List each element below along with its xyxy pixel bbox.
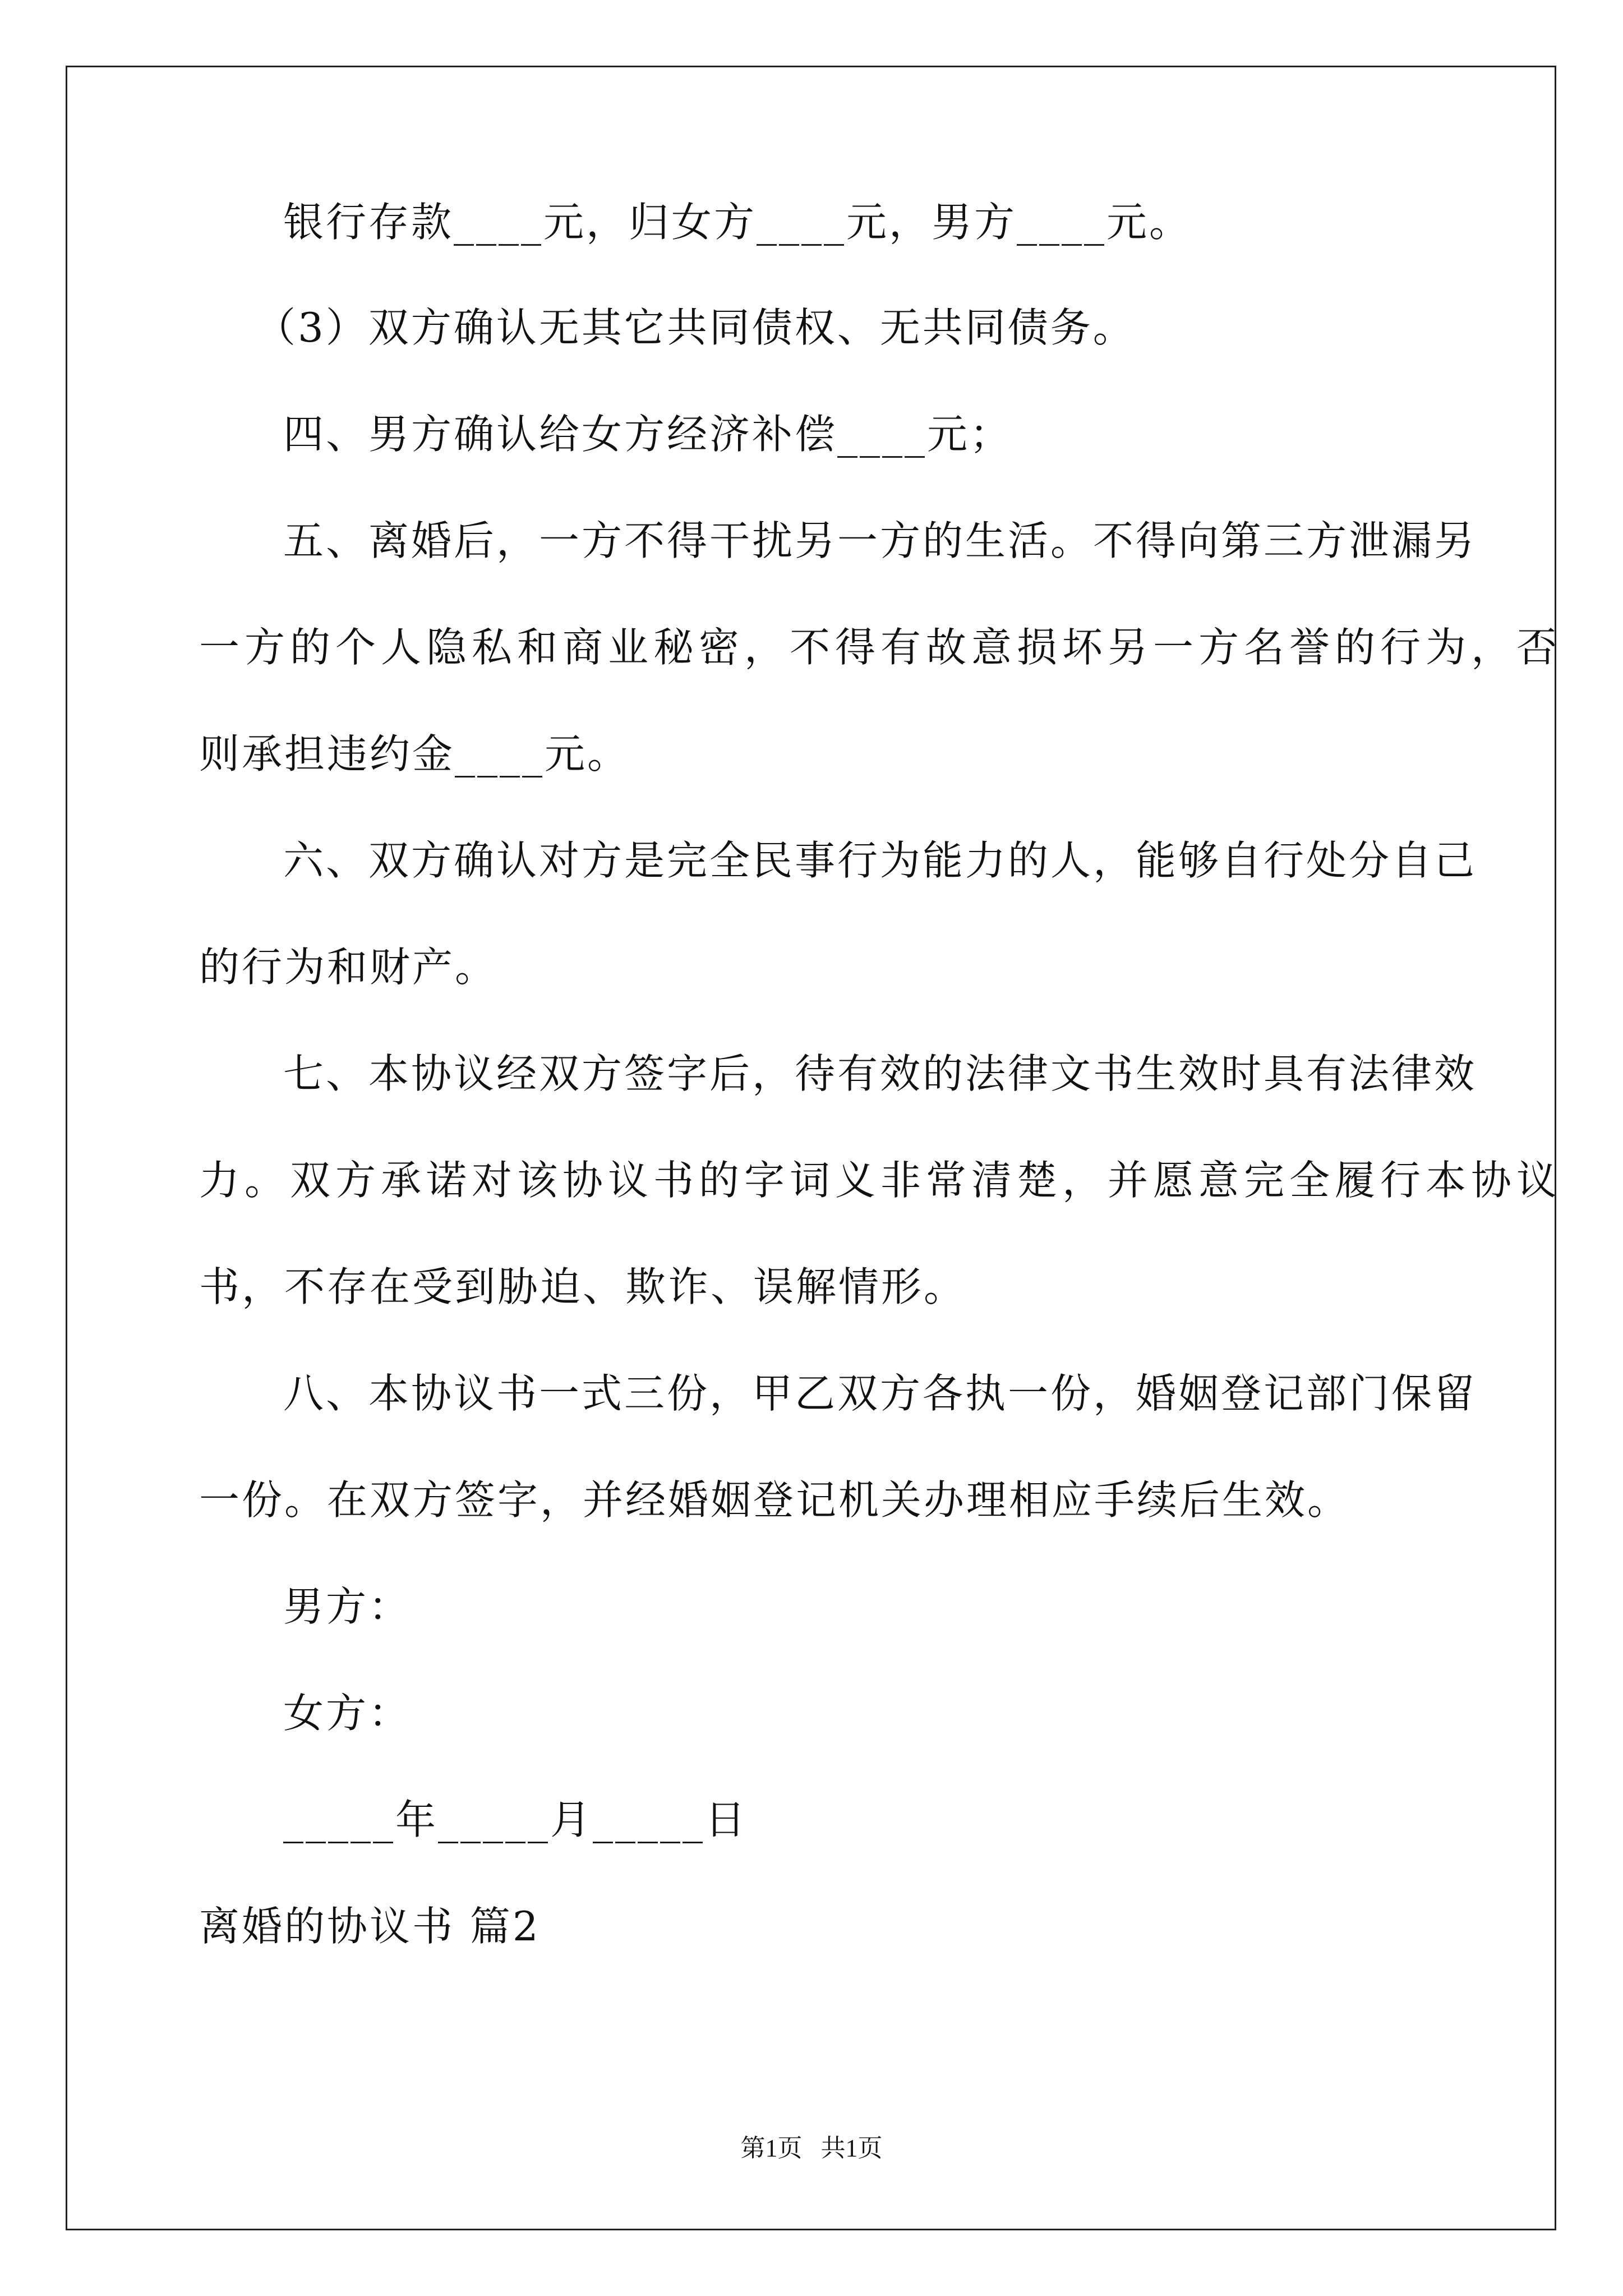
date-line: _____年_____月_____日 xyxy=(283,1796,748,1843)
section-heading: 离婚的协议书 篇2 xyxy=(199,1903,541,1950)
paragraph-line: 一份。在双方签字，并经婚姻登记机关办理相应手续后生效。 xyxy=(199,1476,1350,1524)
paragraph-line: 的行为和财产。 xyxy=(199,944,498,991)
paragraph-line: 四、男方确认给女方经济补偿____元； xyxy=(283,411,1013,458)
paragraph-line: 七、本协议经双方签字后，待有效的法律文书生效时具有法律效 xyxy=(283,1050,1477,1097)
paragraph-line: 力。双方承诺对该协议书的字词义非常清楚，并愿意完全履行本协议 xyxy=(199,1157,1562,1204)
paragraph-line: 六、双方确认对方是完全民事行为能力的人，能够自行处分自己 xyxy=(283,837,1477,884)
paragraph-line: （3）双方确认无其它共同债权、无共同债务。 xyxy=(255,304,1136,351)
paragraph-line: 一方的个人隐私和商业秘密，不得有故意损坏另一方名誉的行为，否 xyxy=(199,624,1562,671)
signature-female-label: 女方： xyxy=(283,1690,412,1737)
paragraph-line: 书，不存在受到胁迫、欺诈、误解情形。 xyxy=(199,1263,967,1310)
paragraph-line: 五、离婚后，一方不得干扰另一方的生活。不得向第三方泄漏另 xyxy=(283,517,1477,564)
paragraph-line: 银行存款____元，归女方____元，男方____元。 xyxy=(283,199,1192,246)
paragraph-line: 则承担违约金____元。 xyxy=(199,730,630,777)
page-footer: 第1页 共1页 xyxy=(740,2134,883,2162)
paragraph-line: 八、本协议书一式三份，甲乙双方各执一份，婚姻登记部门保留 xyxy=(283,1370,1477,1417)
signature-male-label: 男方： xyxy=(283,1583,412,1630)
